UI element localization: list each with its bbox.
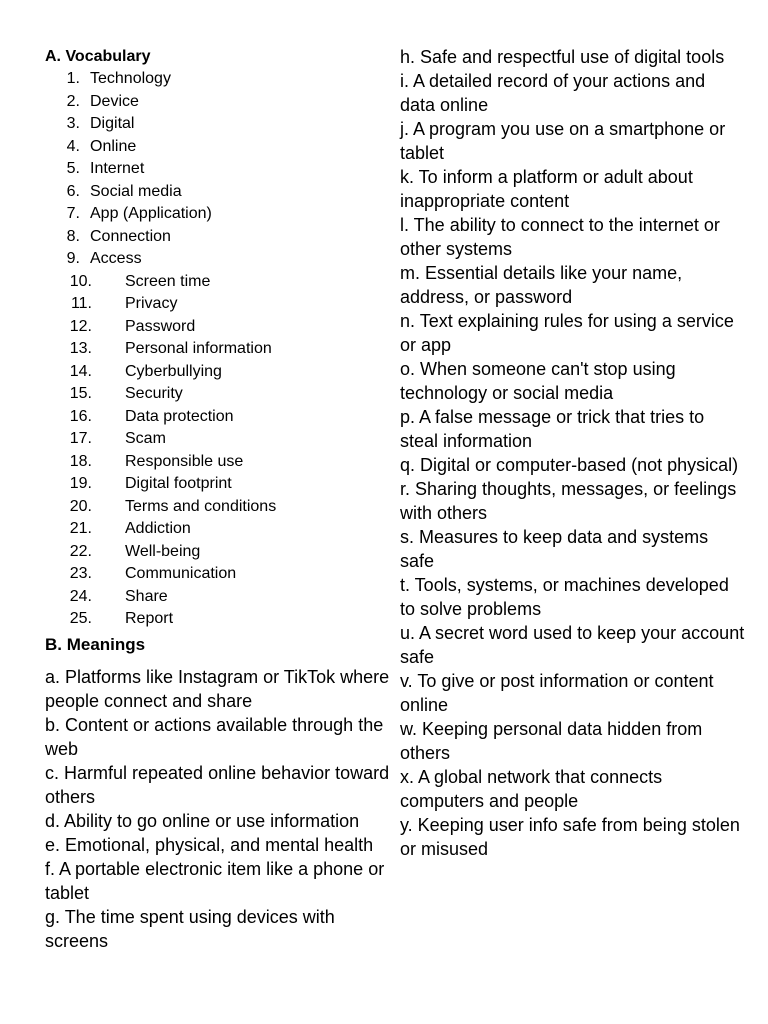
vocabulary-item-term: Technology [90, 70, 171, 87]
vocabulary-item-number: 6. [66, 182, 80, 200]
meaning-item: w. Keeping personal data hidden from others [400, 719, 703, 763]
vocabulary-item [45, 563, 390, 586]
vocabulary-item [45, 496, 390, 519]
vocabulary-item-term: Scam [125, 430, 166, 447]
meaning-item: x. A global network that connects computers and people [400, 767, 663, 811]
vocabulary-item-number: 5. [66, 160, 80, 177]
vocabulary-item-number: 8. [66, 227, 80, 245]
vocabulary-item-number: 16. [69, 407, 92, 425]
meaning-item: e. Emotional, physical, and mental health [45, 834, 374, 855]
vocabulary-item-number: 21. [69, 520, 92, 537]
vocabulary-item-term: Well-being [125, 542, 201, 560]
vocabulary-item [45, 158, 390, 181]
vocabulary-item [45, 338, 390, 361]
meaning-item: n. Text explaining rules for using a service or app [400, 311, 734, 355]
vocabulary-item [45, 608, 390, 631]
meaning-item: a. Platforms like Instagram or TikTok where people connect and share [45, 666, 390, 711]
vocabulary-item-term: Personal information [125, 340, 272, 357]
vocabulary-item [45, 248, 390, 271]
vocabulary-item [45, 586, 390, 609]
vocabulary-item-term: Share [125, 587, 168, 605]
vocabulary-item-number: 18. [69, 452, 92, 470]
meaning-item: b. Content or actions available through the web [45, 714, 384, 759]
vocabulary-item-number: 3. [66, 115, 80, 132]
meaning-item: j. A program you use on a smartphone or tablet [400, 119, 726, 163]
meaning-item: c. Harmful repeated online behavior toward others [45, 762, 390, 807]
vocabulary-item-term: Device [90, 92, 139, 110]
vocabulary-item-term: Security [125, 385, 183, 402]
meaning-item: i. A detailed record of your actions and data online [400, 71, 706, 115]
vocabulary-item-number: 25. [69, 610, 92, 627]
meaning-item: l. The ability to connect to the internet or other systems [400, 215, 720, 259]
meaning-item: v. To give or post information or content online [400, 671, 714, 715]
vocabulary-item [45, 473, 390, 496]
vocabulary-item-number: 23. [69, 565, 92, 582]
meaning-item: o. When someone can't stop using technology or social media [400, 359, 676, 403]
vocabulary-item [45, 518, 390, 541]
vocabulary-item-term: Addiction [125, 520, 191, 537]
meaning-item: p. A false message or trick that tries to steal information [400, 407, 705, 451]
vocabulary-item [45, 428, 390, 451]
vocabulary-item-term: Report [125, 610, 174, 627]
vocabulary-item [45, 226, 390, 249]
vocabulary-item-term: Connection [90, 227, 171, 245]
vocabulary-item-number: 11. [70, 295, 92, 312]
meaning-item: g. The time spent using devices with screens [45, 906, 335, 951]
vocabulary-item-term: Access [90, 250, 142, 267]
vocabulary-item-term: Online [90, 137, 137, 155]
meaning-item: s. Measures to keep data and systems safe [400, 527, 709, 571]
vocabulary-item-term: Digital [90, 115, 135, 132]
vocabulary-item-number: 10. [69, 272, 92, 290]
right-column [400, 45, 745, 861]
vocabulary-item [45, 451, 390, 474]
vocabulary-item-number: 2. [66, 92, 80, 110]
vocabulary-item-number: 19. [69, 475, 92, 492]
vocabulary-item-number: 7. [66, 205, 80, 222]
vocabulary-item-term: Social media [90, 182, 182, 200]
vocabulary-item [45, 181, 390, 204]
vocabulary-item-number: 22. [69, 542, 92, 560]
vocabulary-item [45, 316, 390, 339]
vocabulary-item-number: 20. [69, 497, 92, 515]
vocabulary-item [45, 68, 390, 91]
meaning-item: m. Essential details like your name, address, or password [400, 263, 683, 307]
vocabulary-item-number: 17. [69, 430, 92, 447]
meaning-item: y. Keeping user info safe from being stolen or misused [400, 815, 740, 859]
meanings-list-right [400, 45, 745, 861]
vocabulary-item-number: 13. [69, 340, 92, 357]
vocabulary-item [45, 361, 390, 384]
meanings-heading: B. Meanings [45, 634, 146, 654]
meaning-item: k. To inform a platform or adult about inappropriate content [400, 167, 693, 211]
meaning-item: t. Tools, systems, or machines developed to solve problems [400, 575, 729, 619]
vocabulary-item [45, 136, 390, 159]
vocabulary-item-number: 24. [69, 587, 92, 605]
vocabulary-item [45, 293, 390, 316]
vocabulary-item [45, 203, 390, 226]
vocabulary-item-term: Screen time [125, 272, 211, 290]
vocabulary-item-term: Password [125, 317, 196, 335]
vocabulary-item-term: App (Application) [90, 205, 212, 222]
vocabulary-item-number: 4. [66, 137, 80, 155]
meaning-item: d. Ability to go online or use information [45, 810, 360, 831]
vocabulary-item-number: 12. [69, 317, 92, 335]
vocabulary-item-number: 15. [69, 385, 92, 402]
vocabulary-item [45, 271, 390, 294]
vocabulary-item [45, 541, 390, 564]
meaning-item: q. Digital or computer-based (not physical) [400, 455, 739, 475]
left-column [45, 45, 390, 953]
vocabulary-item-term: Responsible use [125, 452, 244, 470]
vocabulary-item [45, 383, 390, 406]
vocabulary-item-term: Cyberbullying [125, 362, 222, 380]
vocabulary-item-number: 1. [66, 70, 80, 87]
meanings-list-left [45, 665, 390, 953]
vocabulary-item-term: Terms and conditions [125, 497, 277, 515]
meaning-item: u. A secret word used to keep your account safe [400, 623, 745, 667]
meaning-item: r. Sharing thoughts, messages, or feelings with others [400, 479, 737, 523]
vocabulary-item [45, 113, 390, 136]
vocabulary-item-term: Privacy [125, 295, 178, 312]
vocabulary-item-term: Digital footprint [125, 475, 232, 492]
vocabulary-item-number: 14. [69, 362, 92, 380]
vocabulary-heading: A. Vocabulary [45, 48, 151, 65]
vocabulary-item-term: Communication [125, 565, 237, 582]
meaning-item: f. A portable electronic item like a phone or tablet [45, 858, 385, 903]
vocabulary-item-term: Internet [90, 160, 145, 177]
vocabulary-item [45, 406, 390, 429]
meaning-item: h. Safe and respectful use of digital tools [400, 47, 725, 67]
vocabulary-item [45, 91, 390, 114]
vocabulary-list [45, 68, 390, 631]
vocabulary-item-number: 9. [66, 250, 80, 267]
vocabulary-item-term: Data protection [125, 407, 234, 425]
